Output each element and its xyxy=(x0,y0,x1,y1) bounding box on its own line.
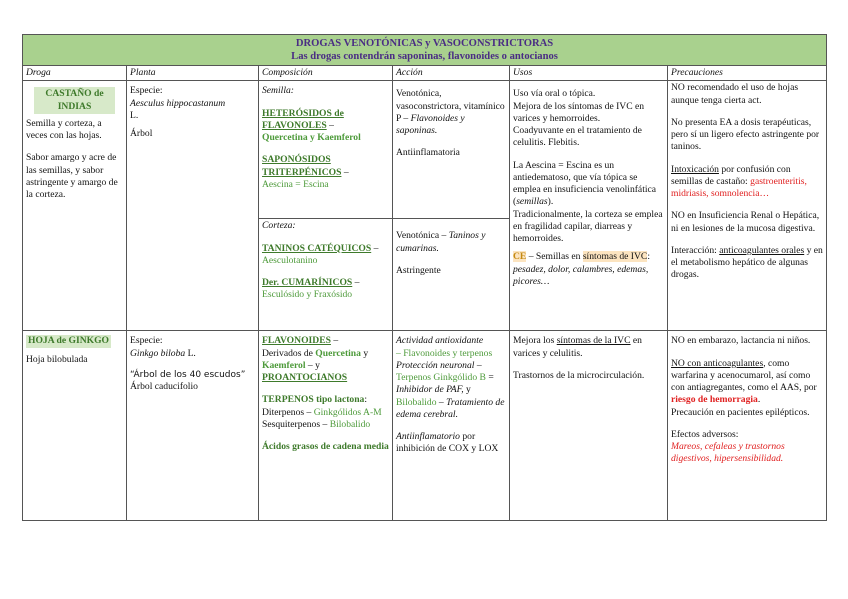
ginkgo-act3: Antiinflamatorio xyxy=(396,431,460,443)
ginkgo-comp1-proantocianos: PROANTOCIANOS xyxy=(262,372,348,384)
castano-drug-name: CASTAÑO de INDIAS xyxy=(34,87,115,114)
col-header-accion: Acción xyxy=(393,66,510,81)
ginkgo-act2-g: Terpenos Ginkgólido B xyxy=(396,372,486,384)
ginkgo-author: L. xyxy=(185,347,196,359)
ginkgo-acidos-grasos: Ácidos grasos de cadena media xyxy=(262,441,389,453)
ginkgo-sesquiterpenos: Sesquiterpenos – xyxy=(262,418,330,430)
ginkgo-uses2: Trastornos de la microcirculación. xyxy=(513,369,645,381)
castano-cumarinicos-dash: – xyxy=(352,277,360,289)
ginkgo-prec2-end: . xyxy=(757,394,761,406)
castano-seed-composition xyxy=(259,81,393,219)
ginkgo-uses1-ul: síntomas de la IVC xyxy=(556,335,631,347)
ginkgo-plant-type: Árbol caducifolio xyxy=(130,381,198,393)
table-header xyxy=(23,35,827,66)
ginkgo-act2-paf: Inhibidor de PAF, xyxy=(396,384,464,396)
castano-heterosidos-dash: – xyxy=(326,119,334,131)
ginkgo-prec4-label: Efectos adversos: xyxy=(671,428,739,440)
castano-cumarinicos-items: Esculósido y Fraxósido xyxy=(262,289,353,301)
ginkgo-act2-dash: – xyxy=(474,359,482,371)
ginkgo-comp1-text-a: Derivados de xyxy=(262,347,316,359)
castano-bark-action2: Astringente xyxy=(396,264,441,276)
ginkgo-ginkgolidos: Ginkgólidos A-M xyxy=(313,406,382,418)
ginkgo-prec4-red: Mareos, cefaleas y trastornos digestivos, hipersensibilidad. xyxy=(671,441,785,465)
castano-ce-highlight: síntomas de IVC xyxy=(582,251,648,263)
ginkgo-act1: Actividad antioxidante xyxy=(396,335,484,347)
castano-uses3: Coadyuvante en el tratamiento de celulitis. Flebitis. xyxy=(513,125,642,149)
ginkgo-diterpenos: Diterpenos – xyxy=(262,406,314,418)
ginkgo-act3-text: por inhibición de COX y LOX xyxy=(396,431,499,455)
col-header-usos: Usos xyxy=(510,66,668,81)
ginkgo-flavonoides-title: FLAVONOIDES xyxy=(262,335,331,347)
castano-uses-cell xyxy=(510,81,668,331)
castano-prec5-ul: anticoagulantes orales xyxy=(719,244,805,256)
castano-bark-action1-it: Taninos y cumarinas. xyxy=(396,230,486,254)
ginkgo-drug-cell xyxy=(23,331,127,521)
ginkgo-act2-dash2: – xyxy=(436,396,447,408)
castano-bark-label: Corteza: xyxy=(262,220,296,232)
ginkgo-precautions-cell xyxy=(668,331,827,521)
ginkgo-act1-g: – Flavonoides y terpenos xyxy=(396,347,493,359)
castano-saponosidos-dash: – xyxy=(341,166,349,178)
castano-prec5-text: y en el metabolismo hepático de algunas drogas. xyxy=(671,244,823,281)
ginkgo-plant-cell xyxy=(127,331,259,521)
castano-seed-action1-it: Flavonoides y saponinas. xyxy=(396,112,465,137)
castano-prec3-ul: Intoxicación xyxy=(671,163,719,175)
ginkgo-prec3: Precaución en pacientes epilépticos. xyxy=(671,406,810,418)
ginkgo-uses1-a: Mejora los xyxy=(513,335,557,347)
ginkgo-terpenos-title: TERPENOS tipo lactona xyxy=(262,394,365,406)
castano-ce-text: – Semillas en xyxy=(526,251,583,263)
table-subtitle: Las drogas contendrán saponinas, flavonoides o antocianos xyxy=(291,50,558,62)
castano-prec5-label: Interacción: xyxy=(671,244,720,256)
ginkgo-act2-edema: Tratamiento de edema cerebral. xyxy=(396,396,505,420)
ginkgo-uses-cell xyxy=(510,331,668,521)
castano-heterosidos-title: HETERÓSIDOS de FLAVONOLES xyxy=(262,107,344,131)
castano-uses4a: La Aescina = Escina es un antiedematoso, que vía tópica se emplea en insuficiencia venolinfática ( xyxy=(513,159,657,208)
castano-ce-symptoms: pesadez, dolor, calambres, edemas, picores… xyxy=(513,263,649,287)
castano-species-label: Especie: xyxy=(130,85,163,97)
castano-prec3-red: gastroenteritis, midriasis, somnolencia… xyxy=(671,175,807,200)
ginkgo-comp1-text-b: y xyxy=(360,347,369,359)
ginkgo-drug-name: HOJA de GINKGO xyxy=(28,335,110,347)
castano-uses1: Uso vía oral o tópica. xyxy=(513,88,596,100)
castano-author: L. xyxy=(130,109,139,121)
ginkgo-comp1-kaemferol: Kaemferol xyxy=(262,359,306,371)
castano-bark-action1: Venotónica – xyxy=(396,230,447,242)
ginkgo-act2-y: y xyxy=(463,384,471,396)
ginkgo-prec1: NO en embarazo, lactancia ni niños. xyxy=(671,335,811,347)
castano-drug-cell xyxy=(23,81,127,331)
castano-uses2: Mejora de los síntomas de IVC en varices y hemorroides. xyxy=(513,100,645,124)
ginkgo-drug-desc: Hoja bilobulada xyxy=(26,353,88,365)
castano-ce-label: CE xyxy=(513,251,527,263)
castano-seed-label: Semilla: xyxy=(262,85,294,97)
castano-seed-action2: Antiinflamatoria xyxy=(396,147,460,159)
castano-prec3-text: por confusión con semillas de castaño: xyxy=(671,163,791,187)
ginkgo-flavonoides-dash: – xyxy=(330,335,339,347)
castano-uses4b: ). xyxy=(547,196,554,208)
drug-table xyxy=(22,34,827,521)
col-header-precauciones: Precauciones xyxy=(668,66,827,81)
ginkgo-species-label: Especie: xyxy=(130,335,163,347)
castano-species: Aesculus hippocastanum xyxy=(130,97,226,109)
col-header-droga: Droga xyxy=(23,66,127,81)
castano-prec4: NO en Insuficiencia Renal o Hepática, ni en lesiones de la mucosa digestiva. xyxy=(671,210,820,234)
castano-precautions-cell xyxy=(668,81,827,331)
castano-taninos-dash: – xyxy=(371,242,379,254)
castano-prec2: No presenta EA a dosis terapéuticas, pero sí un ligero efecto astringente por taninos. xyxy=(671,116,820,153)
castano-seed-action1: Venotónica, vasoconstrictora, vitamínico P – xyxy=(396,88,505,124)
col-header-composicion: Composición xyxy=(259,66,393,81)
castano-seed-action xyxy=(393,81,510,219)
col-header-planta: Planta xyxy=(127,66,259,81)
castano-taninos-items: Aesculotanino xyxy=(262,254,318,266)
castano-uses4-it: semillas xyxy=(516,196,548,208)
ginkgo-species: Ginkgo biloba xyxy=(130,347,186,359)
ginkgo-composition-cell xyxy=(259,331,393,521)
castano-ce-colon: : xyxy=(647,251,650,263)
ginkgo-comp1-quercetina: Quercetina xyxy=(315,347,361,359)
castano-plant-cell xyxy=(127,81,259,331)
castano-prec1: NO recomendado el uso de hojas aunque tenga cierta act. xyxy=(671,82,799,106)
ginkgo-bilobalido: Bilobalido xyxy=(329,418,371,430)
castano-cumarinicos-title: Der. CUMARÍNICOS xyxy=(262,277,353,289)
castano-bark-action xyxy=(393,219,510,331)
castano-saponosidos-title: SAPONÓSIDOS TRITERPÉNICOS xyxy=(262,154,342,178)
ginkgo-act2-eq: = xyxy=(485,372,494,384)
castano-saponosidos-items: Aescina = Escina xyxy=(262,178,329,190)
ginkgo-comp1-text-c: – y xyxy=(305,359,320,371)
ginkgo-act2-bilobalido: Bilobalido xyxy=(396,396,437,408)
castano-taninos-title: TANINOS CATÉQUICOS xyxy=(262,242,372,254)
ginkgo-prec2-ul: NO con anticoagulantes xyxy=(671,357,764,369)
ginkgo-act2: Protección neuronal xyxy=(396,359,475,371)
ginkgo-quote: “Árbol de los 40 escudos” xyxy=(130,369,246,380)
castano-drug-desc2: Sabor amargo y acre de las semillas, y sabor astringente y amargo de la corteza. xyxy=(26,152,118,201)
castano-bark-composition xyxy=(259,219,393,331)
castano-heterosidos-items: Quercetina y Kaemferol xyxy=(262,132,361,144)
table-title: DROGAS VENOTÓNICAS y VASOCONSTRICTORAS xyxy=(295,38,554,49)
castano-plant-type: Árbol xyxy=(130,128,153,140)
ginkgo-terpenos-colon: : xyxy=(364,394,368,406)
ginkgo-prec2-red: riesgo de hemorragia xyxy=(671,394,758,406)
ginkgo-uses1-b: en varices y celulitis. xyxy=(513,335,642,359)
castano-uses5: Tradicionalmente, la corteza se emplea en fragilidad capilar, diarreas y hemorroides. xyxy=(513,208,663,245)
ginkgo-action-cell xyxy=(393,331,510,521)
ginkgo-prec2-text: , como warfarina y acenocumarol, así como con antiagregantes, como el AAS, por xyxy=(671,357,817,394)
castano-drug-desc1: Semilla y corteza, a veces con las hojas. xyxy=(26,117,102,142)
